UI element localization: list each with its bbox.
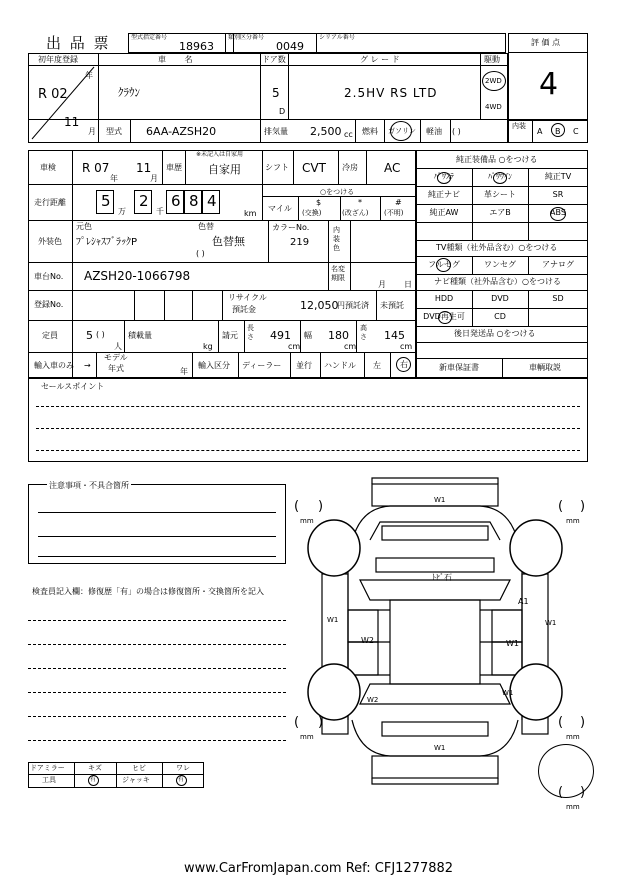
tire-rr-paren-l: ( — [558, 715, 564, 730]
legend-scratch: キズ — [88, 764, 102, 772]
height-value: 145 — [384, 329, 405, 342]
legend-door-mirror: ドアミラー — [30, 764, 65, 772]
notes-label: 注意事項・不具合箇所 — [49, 481, 129, 490]
displacement-label: 排気量 — [264, 127, 288, 136]
model-type-label: 型式 — [106, 127, 122, 136]
shift-label: シフト — [265, 163, 289, 172]
doors-suffix: D — [279, 107, 286, 116]
legend-crack: ヒビ — [132, 764, 146, 772]
handle-label: ハンドル — [324, 361, 356, 370]
load-label: 積載量 — [128, 331, 152, 340]
docs-manual: 車輌取説 — [529, 363, 561, 372]
score-box — [508, 33, 588, 121]
score-label: 評 価 点 — [531, 38, 561, 47]
serial-label: シリアル番号 — [319, 34, 355, 41]
req-label: 請元 — [222, 331, 238, 340]
expiry-month: 月 — [378, 280, 386, 289]
mark-roof-stone: ﾄﾋﾞ石 — [432, 573, 452, 582]
shift-value: CVT — [302, 161, 326, 175]
mark-a1: A1 — [518, 597, 529, 606]
opt-powerwindow-circle — [493, 172, 507, 184]
recycle-label-1: リサイクル — [228, 293, 267, 302]
drive-label: 駆動 — [484, 55, 500, 64]
first-reg-year: R 02 — [38, 87, 68, 102]
import-category-label: 輸入区分 — [198, 361, 230, 370]
score-value: 4 — [539, 67, 559, 102]
opt-abs-circle — [550, 207, 566, 221]
fuel-light: 軽油 — [426, 127, 442, 136]
mark-w1-door: W1 — [506, 639, 519, 648]
shaken-month: 11 — [136, 161, 152, 175]
sales-point-label: セールスポイント — [41, 382, 105, 391]
handle-left: 左 — [373, 361, 381, 370]
car-name-label: 車 名 — [158, 55, 201, 64]
interior-c: C — [573, 127, 579, 136]
mileage-opt2-sym: * — [358, 198, 362, 207]
notes-box — [28, 481, 286, 564]
unpaid: 未預託 — [380, 301, 404, 310]
opt-powersteer: ﾊﾟﾜｽﾃ — [434, 172, 454, 181]
tire-rl-mm: mm — [300, 733, 314, 741]
tire-rr-mm: mm — [566, 733, 580, 741]
expiry-label: 名変期限 — [331, 265, 345, 282]
mark-w2-door: W2 — [361, 636, 374, 645]
tire-fl-paren-l: ( — [294, 499, 300, 514]
navi-title: ナビ種類（社外品含む）○をつける — [434, 277, 561, 286]
history-label: 車歴 — [166, 163, 182, 172]
class-code-label: 類別区分番号 — [228, 34, 265, 41]
doors-value: 5 — [272, 86, 280, 100]
navi-hdd: HDD — [434, 294, 454, 303]
displacement-unit: cc — [344, 130, 353, 139]
color-no-value: 219 — [290, 237, 310, 248]
handle-right: 右 — [400, 360, 408, 369]
import-dealer: ディーラー — [242, 361, 282, 370]
fuel-label: 燃料 — [362, 127, 378, 136]
reg-no-label: 登録No. — [34, 300, 64, 309]
tire-spare-paren-r: ) — [580, 785, 586, 800]
chassis-label: 車台No. — [34, 272, 64, 281]
width-label: 幅 — [304, 331, 312, 340]
legend-crack2: ワレ — [176, 764, 190, 772]
recycle-unit: 円預託済 — [337, 301, 369, 310]
history-value: 自家用 — [208, 163, 241, 176]
first-reg-label: 初年度登録 — [38, 55, 78, 64]
capacity-paren: ( ) — [96, 330, 105, 339]
opt-genuine-navi: 純正ナビ — [428, 190, 460, 199]
car-name-value: ｸﾗｳﾝ — [118, 86, 140, 99]
paint-label: 色替 — [198, 222, 214, 231]
history-note: ※未記入は自家用 — [196, 151, 244, 158]
mileage-opt3-sym: # — [395, 198, 402, 207]
import-label: 輸入車のみ — [34, 361, 74, 370]
mark-left-w1: W1 — [327, 616, 339, 624]
mileage-opt2: (改ざん) — [342, 209, 369, 217]
model-code-box — [128, 33, 234, 53]
form-title: 出 品 票 — [46, 34, 111, 52]
shaken-label: 車検 — [40, 163, 56, 172]
legend-jack: ジャッキ — [122, 776, 150, 784]
length-label: 長さ — [247, 324, 254, 341]
opt-airbag: エアB — [489, 208, 511, 217]
height-cm: cm — [400, 342, 413, 351]
mileage-digit-4: 8 — [189, 192, 199, 210]
grade-value: 2.5HV RS LTD — [344, 86, 438, 100]
opt-abs: ABS — [550, 208, 566, 217]
mileage-unit-sen: 千 — [156, 207, 164, 216]
year-unit: 年 — [85, 71, 93, 80]
capacity-label: 定員 — [42, 331, 58, 340]
model-type-value: 6AA-AZSH20 — [146, 125, 217, 138]
tire-fl-mm: mm — [300, 517, 314, 525]
serial-box — [316, 33, 506, 53]
opt-leather-seat: 革シート — [484, 190, 516, 199]
tv-fullseg-circle — [436, 258, 451, 272]
tire-rl-paren-l: ( — [294, 715, 300, 730]
mileage-digit-3: 6 — [171, 192, 181, 210]
navi-cd: CD — [494, 312, 506, 321]
orig-color-label: 元色 — [76, 222, 92, 231]
model-code-value: 18963 — [179, 40, 214, 53]
month-unit: 月 — [88, 127, 96, 136]
model-year-label-1: モデル — [104, 353, 128, 362]
first-reg-month: 11 — [64, 115, 80, 129]
doors-label: ドア数 — [262, 55, 286, 64]
shaken-year-unit: 年 — [110, 174, 118, 183]
fuel-other: ( ) — [452, 127, 461, 136]
capacity-unit: 人 — [114, 342, 122, 351]
tire-spare-mm: mm — [566, 803, 580, 811]
opt-sunroof: SR — [552, 190, 564, 199]
tire-fl-paren-r: ) — [318, 499, 324, 514]
mark-w1-rear-right: W1 — [502, 689, 514, 697]
mileage-opt1: (交換) — [302, 209, 322, 217]
interior-b: B — [555, 127, 561, 136]
width-cm: cm — [344, 342, 357, 351]
legend-tool: 工具 — [42, 776, 56, 784]
recycle-label-2: 預託金 — [232, 305, 256, 314]
grade-label: グ レ ー ド — [360, 55, 400, 64]
opt-genuine-tv: 純正TV — [544, 172, 572, 181]
shaken-month-unit: 月 — [150, 174, 158, 183]
mark-front-w1: W1 — [434, 496, 446, 504]
tire-fr-paren-l: ( — [558, 499, 564, 514]
spare-tire — [538, 744, 594, 798]
mark-right-w1: W1 — [545, 619, 557, 627]
legend-tool-value: 有 — [90, 776, 97, 783]
model-code-label: 型式指定番号 — [131, 34, 168, 41]
legend-jack-value: 有 — [178, 776, 185, 783]
height-label: 高さ — [360, 324, 367, 341]
expiry-day: 日 — [404, 280, 412, 289]
footer-watermark: www.CarFromJapan.com Ref: CFJ1277882 — [184, 861, 454, 876]
mileage-mile: マイル — [268, 204, 292, 213]
mileage-digit-1: 5 — [101, 192, 111, 210]
genuine-title: 純正装備品 ○をつける — [456, 155, 538, 164]
length-value: 491 — [270, 329, 291, 342]
mileage-digit-2: 2 — [139, 192, 149, 210]
chassis-value: AZSH20-1066798 — [84, 269, 191, 283]
tire-rl-paren-r: ) — [318, 715, 324, 730]
capacity-value: 5 — [86, 329, 93, 342]
mileage-unit-man: 万 — [118, 207, 126, 216]
aircon-label: 冷房 — [342, 163, 358, 172]
inspector-label: 検査員記入欄：修復歴「有」の場合は修復箇所・交換箇所を記入 — [32, 587, 264, 596]
interior-a: A — [537, 127, 543, 136]
tire-rr-paren-r: ) — [580, 715, 586, 730]
drive-2wd: 2WD — [485, 77, 502, 85]
mark-w2-rear: W2 — [367, 696, 379, 704]
tv-fullseg: フルセグ — [428, 260, 460, 269]
paint-paren: ( ) — [196, 249, 205, 258]
tv-title: TV種類（社外品含む）○をつける — [436, 243, 558, 252]
load-unit: kg — [203, 342, 213, 351]
tire-fr-paren-r: ) — [580, 499, 586, 514]
class-code-value: 0049 — [276, 40, 304, 53]
color-label: 外装色 — [38, 237, 62, 246]
tire-spare-paren-l: ( — [558, 785, 564, 800]
navi-sd: SD — [552, 294, 564, 303]
mileage-unit-km: km — [244, 209, 257, 218]
import-parallel: 並行 — [296, 361, 312, 370]
opt-powersteer-circle — [437, 172, 451, 184]
docs-title: 後日発送品 ○をつける — [454, 329, 536, 338]
interior-label: 内装 — [512, 122, 526, 130]
docs-warranty: 新車保証書 — [439, 363, 479, 372]
fuel-gasoline: ガソリン — [388, 127, 416, 135]
tv-oneseg: ワンセグ — [484, 260, 516, 269]
paint-value: 色替無 — [212, 235, 245, 248]
mileage-opt1-sym: $ — [316, 198, 322, 207]
opt-genuine-aw: 純正AW — [429, 208, 459, 217]
aircon-value: AC — [384, 161, 401, 175]
tire-fr-mm: mm — [566, 517, 580, 525]
width-value: 180 — [328, 329, 349, 342]
mark-rear-w1: W1 — [434, 744, 446, 752]
shaken-year: R 07 — [82, 161, 110, 175]
tv-analog: アナログ — [542, 260, 574, 269]
length-cm: cm — [288, 342, 301, 351]
mileage-label: 走行距離 — [34, 198, 66, 207]
orig-color-value: ﾌﾟﾚｼｬｽﾌﾞﾗｯｸP — [76, 237, 138, 248]
color-no-label: カラーNo. — [272, 223, 310, 232]
navi-dvd: DVD — [491, 294, 509, 303]
mileage-note: ○をつける — [320, 188, 355, 196]
mileage-opt3: (不明) — [384, 209, 404, 217]
drive-4wd: 4WD — [485, 103, 502, 111]
mileage-digit-5: 4 — [207, 192, 217, 210]
class-code-box — [225, 33, 317, 53]
opt-powerwindow: ﾊﾟﾜｳｲﾝ — [488, 172, 512, 181]
import-arrow: → — [84, 361, 91, 370]
model-year-label-2: 年式 — [108, 364, 124, 373]
navi-dvd-play: DVD再生可 — [423, 312, 465, 321]
displacement-value: 2,500 — [310, 125, 342, 138]
recycle-value: 12,050 — [300, 299, 339, 312]
import-year-unit: 年 — [180, 367, 188, 376]
navi-dvd-play-circle — [438, 311, 452, 324]
int-color-label: 内装色 — [333, 226, 340, 252]
